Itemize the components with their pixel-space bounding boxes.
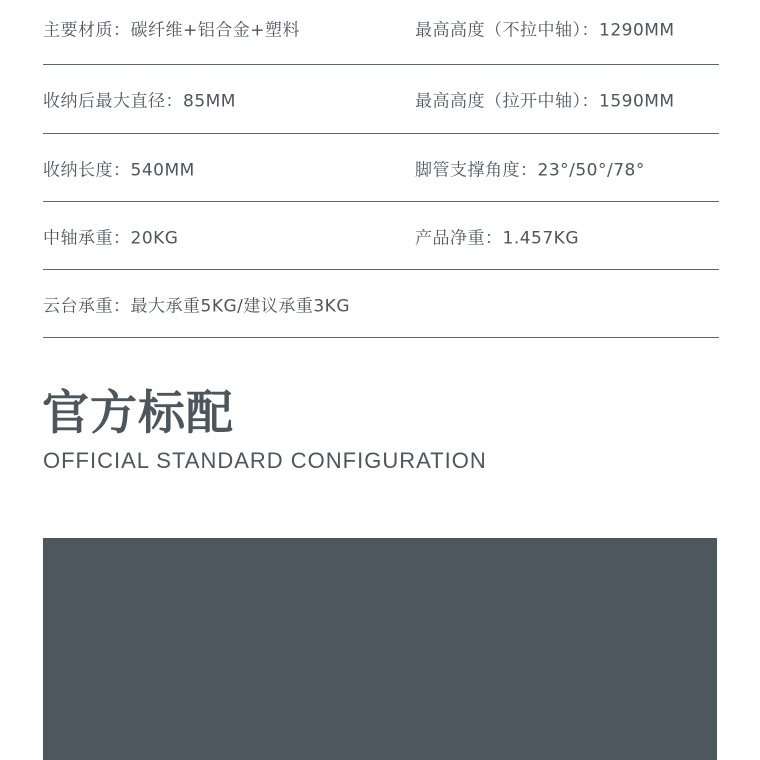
spec-folded-diameter: 收纳后最大直径：85MM (43, 91, 236, 112)
spec-max-height-column-extended: 最高高度（拉开中轴）：1590MM (415, 91, 675, 112)
spec-row (43, 202, 719, 270)
spec-column-load: 中轴承重：20KG (43, 228, 179, 248)
spec-row (43, 270, 719, 338)
standard-configuration-panel (43, 538, 717, 760)
spec-folded-length: 收纳长度：540MM (43, 160, 195, 180)
spec-head-load: 云台承重：最大承重5KG/建议承重3KG (43, 296, 351, 316)
spec-leg-angles: 脚管支撑角度：23°/50°/78° (415, 160, 645, 180)
section-title-cn: 官方标配 (42, 386, 234, 441)
spec-material: 主要材质：碳纤维+铝合金+塑料 (43, 20, 300, 41)
spec-max-height-no-column: 最高高度（不拉中轴）：1290MM (415, 20, 675, 41)
spec-row (43, 65, 719, 134)
spec-row (43, 0, 719, 65)
section-title-en: OFFICIAL STANDARD CONFIGURATION (43, 448, 487, 473)
spec-table (43, 0, 719, 338)
spec-net-weight: 产品净重：1.457KG (415, 228, 579, 248)
spec-row (43, 134, 719, 202)
